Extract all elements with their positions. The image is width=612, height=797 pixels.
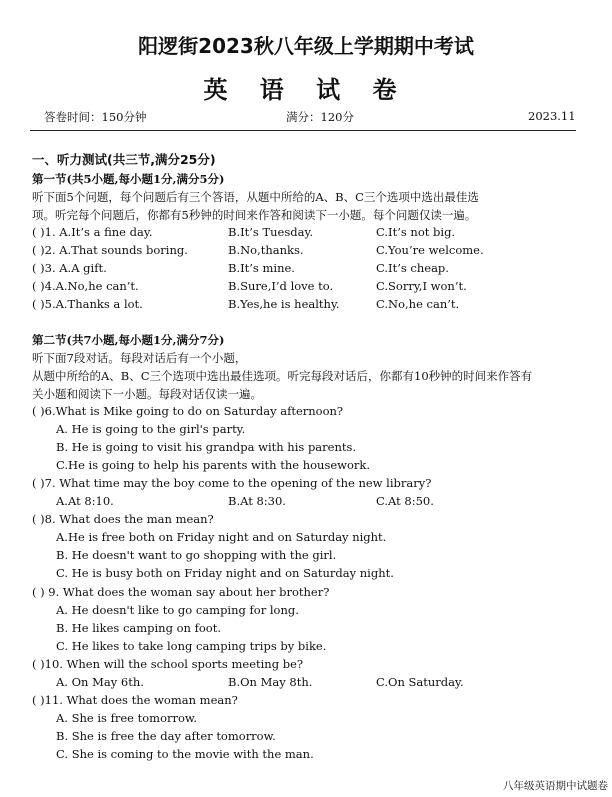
subject-title: 英 语 试 卷	[203, 76, 409, 104]
section-title: 一、听力测试(共三节,满分25分)	[32, 152, 216, 167]
question-7-option-c: C.At 8:50.	[376, 494, 434, 508]
question-5: ( )5.A.Thanks a lot.	[32, 297, 143, 311]
question-6-option-b: B. He is going to visit his grandpa with his parents.	[56, 440, 357, 454]
question-4-option-c: C.Sorry,I won’t.	[376, 279, 467, 293]
question-3-option-c: C.It’s cheap.	[376, 261, 449, 275]
question-10-option-a: A. On May 6th.	[56, 675, 144, 689]
question-6-option-c: C.He is going to help his parents with the housework.	[56, 458, 371, 472]
part2-title: 第二节(共7小题,每小题1分,满分7分)	[32, 333, 225, 347]
exam-title: 阳逻街2023秋八年级上学期期中考试	[138, 34, 474, 58]
part2-instruction-1: 听下面7段对话。每段对话后有一个小题，	[32, 351, 247, 365]
question-4-option-b: B.Sure,I’d love to.	[228, 279, 334, 293]
part1-title: 第一节(共5小题,每小题1分,满分5分)	[32, 172, 225, 186]
score-label: 满分：120分	[286, 110, 354, 124]
question-6-option-a: A. He is going to the girl's party.	[56, 422, 246, 436]
question-10-option-c: C.On Saturday.	[376, 675, 464, 689]
question-1: ( )1. A.It’s a fine day.	[32, 225, 153, 239]
question-7: ( )7. What time may the boy come to the opening of the new library?	[32, 476, 432, 490]
question-9: ( ) 9. What does the woman say about her brother?	[32, 585, 330, 599]
question-2-option-b: B.No,thanks.	[228, 243, 304, 257]
question-1-option-b: B.It’s Tuesday.	[228, 225, 314, 239]
question-10: ( )10. When will the school sports meeting be?	[32, 657, 304, 671]
question-10-option-b: B.On May 8th.	[228, 675, 313, 689]
question-8: ( )8. What does the man mean?	[32, 512, 214, 526]
part2-instruction-3: 关小题和阅读下一小题。每段对话仅读一遍。	[32, 387, 262, 401]
question-7-option-a: A.At 8:10.	[56, 494, 114, 508]
part1-instruction-1: 听下面5个问题，每个问题后有三个答语，从题中所给的A、B、C三个选项中选出最佳选	[32, 190, 479, 204]
question-7-option-b: B.At 8:30.	[228, 494, 286, 508]
question-5-option-c: C.No,he can’t.	[376, 297, 460, 311]
question-9-option-a: A. He doesn't like to go camping for long.	[56, 603, 299, 617]
question-2: ( )2. A.That sounds boring.	[32, 243, 188, 257]
exam-date: 2023.11	[528, 109, 576, 123]
question-9-option-b: B. He likes camping on foot.	[56, 621, 221, 635]
question-8-option-c: C. He is busy both on Friday night and on Saturday night.	[56, 566, 394, 580]
part2-instruction-2: 从题中所给的A、B、C三个选项中选出最佳选项。听完每段对话后，你都有10秒钟的时间来作答有	[32, 369, 533, 383]
question-11: ( )11. What does the woman mean?	[32, 693, 238, 707]
question-3: ( )3. A.A gift.	[32, 261, 107, 275]
part1-instruction-2: 项。听完每个问题后，你都有5秒钟的时间来作答和阅读下一小题。每个问题仅读一遍。	[32, 208, 477, 222]
question-4: ( )4.A.No,he can’t.	[32, 279, 139, 293]
question-2-option-c: C.You’re welcome.	[376, 243, 484, 257]
question-8-option-b: B. He doesn't want to go shopping with the girl.	[56, 548, 337, 562]
header-divider	[30, 130, 576, 131]
question-5-option-b: B.Yes,he is healthy.	[228, 297, 340, 311]
question-9-option-c: C. He likes to take long camping trips by bike.	[56, 639, 327, 653]
question-11-option-b: B. She is free the day after tomorrow.	[56, 729, 276, 743]
question-6: ( )6.What is Mike going to do on Saturday afternoon?	[32, 404, 344, 418]
question-11-option-c: C. She is coming to the movie with the man.	[56, 747, 314, 761]
time-label: 答卷时间：150分钟	[44, 110, 147, 124]
question-11-option-a: A. She is free tomorrow.	[56, 711, 198, 725]
question-1-option-c: C.It’s not big.	[376, 225, 456, 239]
page-footer: 八年级英语期中试题卷	[503, 780, 608, 792]
question-8-option-a: A.He is free both on Friday night and on Saturday night.	[56, 530, 387, 544]
question-3-option-b: B.It’s mine.	[228, 261, 295, 275]
